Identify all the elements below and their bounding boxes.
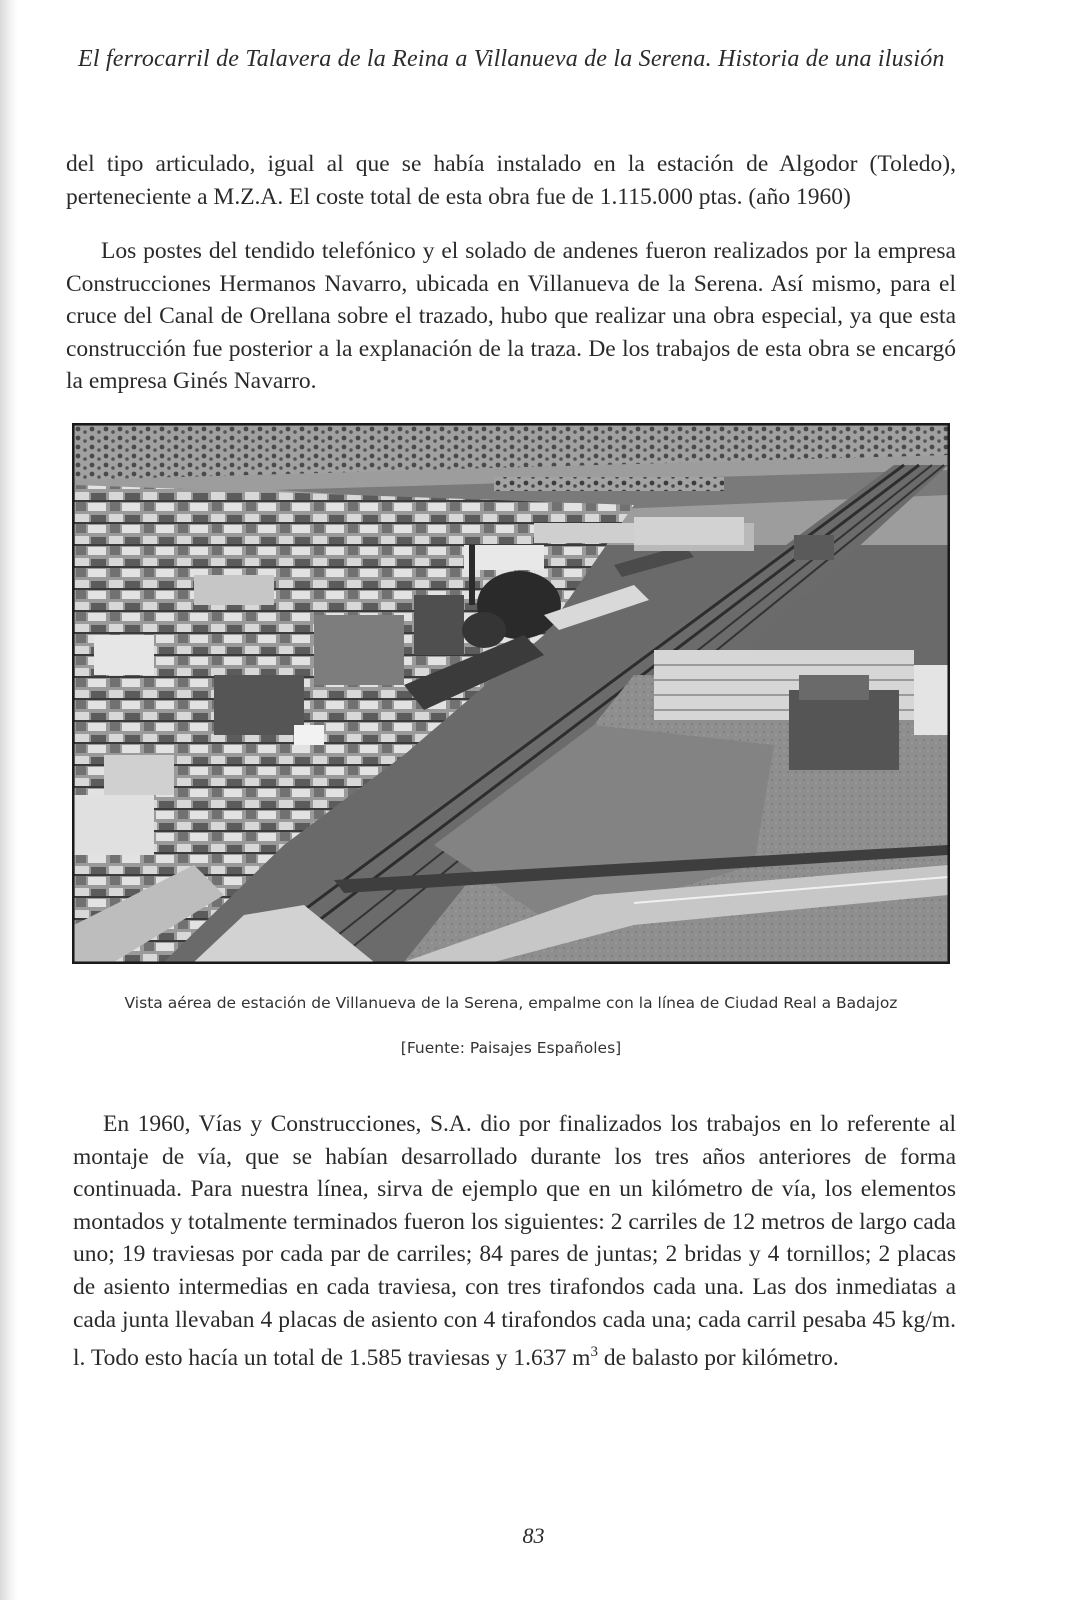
page-number: 83: [522, 1523, 545, 1548]
page-gutter-shadow: [0, 0, 18, 1600]
figure-caption: Vista aérea de estación de Villanueva de la Serena, empalme con la línea de Ciudad Real a Badajoz: [124, 994, 898, 1012]
body-paragraph-3: [73, 1108, 956, 1375]
body-paragraph-1: del tipo articulado, igual al que se había instalado en la estación de Algodor (Toledo), perteneciente a M.Z.A. El coste total de esta obra fue de 1.115.000 ptas. (año 1960): [66, 151, 956, 210]
body-paragraph-2: Los postes del tendido telefónico y el solado de andenes fueron realizados por la empresa Construcciones Hermanos Navarro, ubicada en Villanueva de la Serena. Así mismo, para el cruce del Canal de Orellana sobre el trazado, hubo que realizar una obra especial, ya que esta construcción fue posterior a la explanación de la traza. De los trabajos de esta obra se encargó la empresa Ginés Navarro.: [66, 238, 956, 394]
body-paragraph-3-tail: de balasto por kilómetro.: [597, 1344, 839, 1371]
aerial-photo-illustration: [74, 425, 948, 962]
body-paragraph-3-text: En 1960, Vías y Construcciones, S.A. dio por finalizados los trabajos en lo referente al montaje de vía, que se habían desarrollado durante los tres años anteriores de forma continuada. Para nuestra línea, sirva de ejemplo que en un kilómetro de vía, los elementos montados y totalmente terminados fueron los siguientes: 2 carriles de 12 metros de largo cada uno; 19 traviesas por cada par de carriles; 84 pares de juntas; 2 bridas y 4 tornillos; 2 placas de asiento intermedias en cada traviesa, con tres tirafondos cada una. Las dos inmediatas a cada junta llevaban 4 placas de asiento con 4 tirafondos cada una; cada carril pesaba 45 kg/m. l. Todo esto hacía un total de 1.585 traviesas y 1.637 m: [73, 1111, 956, 1371]
figure-source: [Fuente: Paisajes Españoles]: [400, 1039, 622, 1057]
aerial-photo: [72, 423, 950, 964]
running-header: El ferrocarril de Talavera de la Reina a Villanueva de la Serena. Historia de una ilusión: [78, 46, 945, 72]
cubic-superscript: 3: [590, 1344, 598, 1361]
